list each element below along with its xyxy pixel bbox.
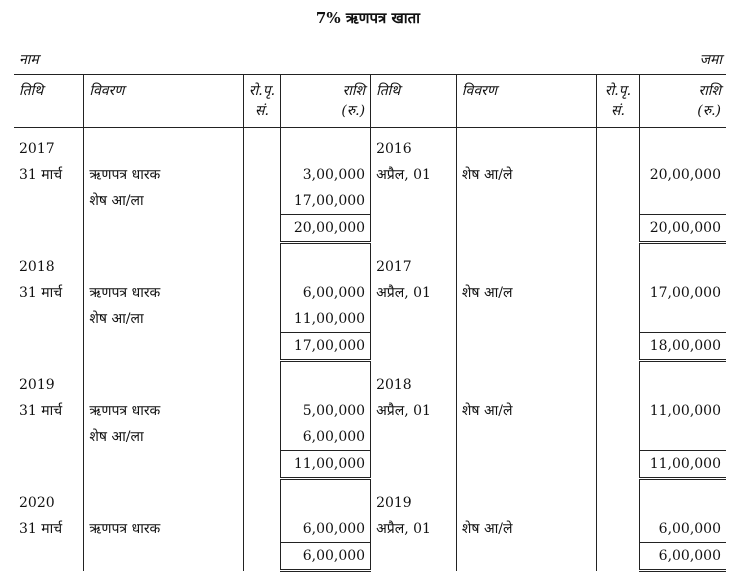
header-amount-left xyxy=(281,75,371,128)
left-date xyxy=(14,188,84,215)
left-lf xyxy=(243,516,280,543)
right-item-text xyxy=(456,424,596,451)
block-item-row xyxy=(14,280,726,306)
right-item-amount xyxy=(640,424,726,451)
right-blank xyxy=(456,543,596,571)
left-lf xyxy=(243,490,280,516)
gap-cell xyxy=(14,361,84,373)
gap-cell xyxy=(456,361,596,373)
block-year-row xyxy=(14,254,726,280)
left-item-amount: 11,00,000 xyxy=(281,306,371,333)
left-item-text: शेष आ/ला xyxy=(84,188,244,215)
right-item-text: शेष आ/ले xyxy=(456,162,596,188)
left-blank xyxy=(14,333,84,361)
right-item-amount: 20,00,000 xyxy=(640,162,726,188)
right-blank xyxy=(371,543,457,571)
header-amount-right-bottom: (रु.) xyxy=(697,103,721,119)
right-lf xyxy=(596,254,640,280)
right-blank xyxy=(596,543,640,571)
gap-cell xyxy=(281,243,371,255)
left-year: 2018 xyxy=(19,259,55,275)
right-total: 6,00,000 xyxy=(640,543,726,571)
header-lf-right-top: रो.पृ. xyxy=(604,83,632,99)
left-lf xyxy=(243,424,280,451)
right-particulars xyxy=(456,254,596,280)
block-gap-row xyxy=(14,479,726,491)
right-lf xyxy=(596,424,640,451)
header-lf-left-top: रो.पृ. xyxy=(248,83,276,99)
gap-cell xyxy=(371,479,457,491)
header-date-right: तिथि xyxy=(371,75,457,128)
right-lf xyxy=(596,372,640,398)
right-amount xyxy=(640,490,726,516)
right-lf xyxy=(596,280,640,306)
left-item-text: ऋणपत्र धारक xyxy=(84,162,244,188)
left-date: 31 मार्च xyxy=(19,167,63,183)
gap-cell xyxy=(596,361,640,373)
right-total: 11,00,000 xyxy=(640,451,726,479)
gap-cell xyxy=(640,243,726,255)
right-blank xyxy=(596,215,640,243)
right-blank xyxy=(456,333,596,361)
credit-label: जमा xyxy=(699,52,722,68)
left-lf xyxy=(243,128,280,163)
right-year: 2017 xyxy=(371,254,457,280)
left-lf xyxy=(243,280,280,306)
right-blank xyxy=(371,333,457,361)
right-date xyxy=(371,306,457,333)
header-particulars-right: विवरण xyxy=(456,75,596,128)
right-date: अप्रैल, 01 xyxy=(371,398,457,424)
block-total-row xyxy=(14,451,726,479)
left-item-text: शेष आ/ला xyxy=(84,306,244,333)
right-lf xyxy=(596,398,640,424)
right-date: अप्रैल, 01 xyxy=(371,280,457,306)
right-amount xyxy=(640,372,726,398)
header-lf-right-bottom: सं. xyxy=(611,103,625,119)
left-item-amount: 3,00,000 xyxy=(281,162,371,188)
right-lf xyxy=(596,162,640,188)
right-item-amount: 6,00,000 xyxy=(640,516,726,543)
gap-cell xyxy=(243,243,280,255)
right-year: 2019 xyxy=(371,490,457,516)
right-blank xyxy=(456,451,596,479)
gap-cell xyxy=(371,361,457,373)
left-item-amount: 5,00,000 xyxy=(281,398,371,424)
right-date: अप्रैल, 01 xyxy=(371,516,457,543)
left-blank xyxy=(14,543,84,571)
right-blank xyxy=(596,451,640,479)
left-lf xyxy=(243,254,280,280)
left-lf xyxy=(243,398,280,424)
right-lf xyxy=(596,490,640,516)
left-blank xyxy=(84,543,244,571)
right-item-text: शेष आ/ल xyxy=(456,280,596,306)
block-item-row xyxy=(14,188,726,215)
ledger-table xyxy=(14,74,726,572)
block-year-row xyxy=(14,490,726,516)
right-lf xyxy=(596,188,640,215)
gap-cell xyxy=(281,361,371,373)
left-blank xyxy=(84,333,244,361)
gap-cell xyxy=(84,243,244,255)
block-total-row xyxy=(14,543,726,571)
gap-cell xyxy=(84,479,244,491)
block-item-row xyxy=(14,162,726,188)
left-item-amount: 6,00,000 xyxy=(281,280,371,306)
right-particulars xyxy=(456,372,596,398)
right-particulars xyxy=(456,490,596,516)
right-blank xyxy=(596,333,640,361)
left-item-text: शेष आ/ला xyxy=(84,424,244,451)
block-item-row xyxy=(14,424,726,451)
right-particulars xyxy=(456,128,596,163)
left-total: 20,00,000 xyxy=(281,215,371,243)
header-particulars-left: विवरण xyxy=(84,75,244,128)
left-item-text: ऋणपत्र धारक xyxy=(84,516,244,543)
right-date: अप्रैल, 01 xyxy=(371,162,457,188)
right-date xyxy=(371,188,457,215)
gap-cell xyxy=(596,243,640,255)
left-particulars xyxy=(84,128,244,163)
left-amount xyxy=(281,128,371,163)
right-total: 18,00,000 xyxy=(640,333,726,361)
left-blank xyxy=(84,451,244,479)
ledger-body xyxy=(14,128,726,571)
right-total: 20,00,000 xyxy=(640,215,726,243)
left-date: 31 मार्च xyxy=(19,285,63,301)
gap-cell xyxy=(640,479,726,491)
left-date xyxy=(14,424,84,451)
left-particulars xyxy=(84,372,244,398)
gap-cell xyxy=(14,243,84,255)
left-year: 2017 xyxy=(19,141,55,157)
header-row xyxy=(14,75,726,128)
left-total: 11,00,000 xyxy=(281,451,371,479)
gap-cell xyxy=(456,479,596,491)
gap-cell xyxy=(596,479,640,491)
left-blank xyxy=(84,215,244,243)
right-item-amount: 11,00,000 xyxy=(640,398,726,424)
block-item-row xyxy=(14,516,726,543)
left-total: 17,00,000 xyxy=(281,333,371,361)
left-item-text: ऋणपत्र धारक xyxy=(84,280,244,306)
right-amount xyxy=(640,128,726,163)
gap-cell xyxy=(243,479,280,491)
right-item-text: शेष आ/ले xyxy=(456,398,596,424)
block-year-row xyxy=(14,128,726,163)
gap-cell xyxy=(456,243,596,255)
left-amount xyxy=(281,254,371,280)
left-item-text: ऋणपत्र धारक xyxy=(84,398,244,424)
left-year: 2020 xyxy=(19,495,55,511)
block-total-row xyxy=(14,215,726,243)
debit-label: नाम xyxy=(19,52,39,68)
gap-cell xyxy=(640,361,726,373)
page-title: 7% ऋणपत्र खाता xyxy=(315,9,421,27)
right-lf xyxy=(596,306,640,333)
left-blank xyxy=(243,215,280,243)
right-item-text xyxy=(456,306,596,333)
left-blank xyxy=(243,451,280,479)
right-year: 2016 xyxy=(371,128,457,163)
block-item-row xyxy=(14,306,726,333)
header-amount-right-top: राशि xyxy=(698,83,721,99)
block-gap-row xyxy=(14,361,726,373)
block-item-row xyxy=(14,398,726,424)
right-blank xyxy=(456,215,596,243)
header-amount-left-top: राशि xyxy=(342,83,366,99)
left-blank xyxy=(243,543,280,571)
left-total: 6,00,000 xyxy=(281,543,371,571)
left-item-amount: 17,00,000 xyxy=(281,188,371,215)
left-date: 31 मार्च xyxy=(19,521,63,537)
block-year-row xyxy=(14,372,726,398)
right-amount xyxy=(640,254,726,280)
left-particulars xyxy=(84,490,244,516)
right-item-amount xyxy=(640,306,726,333)
right-lf xyxy=(596,516,640,543)
left-blank xyxy=(14,451,84,479)
left-blank xyxy=(243,333,280,361)
left-item-amount: 6,00,000 xyxy=(281,516,371,543)
right-item-text xyxy=(456,188,596,215)
right-blank xyxy=(371,215,457,243)
left-particulars xyxy=(84,254,244,280)
right-item-amount xyxy=(640,188,726,215)
block-gap-row xyxy=(14,243,726,255)
left-amount xyxy=(281,372,371,398)
left-lf xyxy=(243,162,280,188)
left-lf xyxy=(243,306,280,333)
left-lf xyxy=(243,188,280,215)
header-amount-left-bottom: (रु.) xyxy=(341,103,366,119)
right-lf xyxy=(596,128,640,163)
left-date xyxy=(14,306,84,333)
header-date-left: तिथि xyxy=(14,75,84,128)
right-year: 2018 xyxy=(371,372,457,398)
header-lf-left xyxy=(243,75,280,128)
gap-cell xyxy=(243,361,280,373)
header-lf-left-bottom: सं. xyxy=(255,103,269,119)
left-blank xyxy=(14,215,84,243)
right-blank xyxy=(371,451,457,479)
left-date: 31 मार्च xyxy=(19,403,63,419)
block-total-row xyxy=(14,333,726,361)
header-amount-right xyxy=(640,75,726,128)
header-lf-right xyxy=(596,75,640,128)
left-year: 2019 xyxy=(19,377,55,393)
left-amount xyxy=(281,490,371,516)
left-lf xyxy=(243,372,280,398)
left-item-amount: 6,00,000 xyxy=(281,424,371,451)
gap-cell xyxy=(281,479,371,491)
right-date xyxy=(371,424,457,451)
right-item-amount: 17,00,000 xyxy=(640,280,726,306)
gap-cell xyxy=(14,479,84,491)
gap-cell xyxy=(371,243,457,255)
gap-cell xyxy=(84,361,244,373)
right-item-text: शेष आ/ले xyxy=(456,516,596,543)
